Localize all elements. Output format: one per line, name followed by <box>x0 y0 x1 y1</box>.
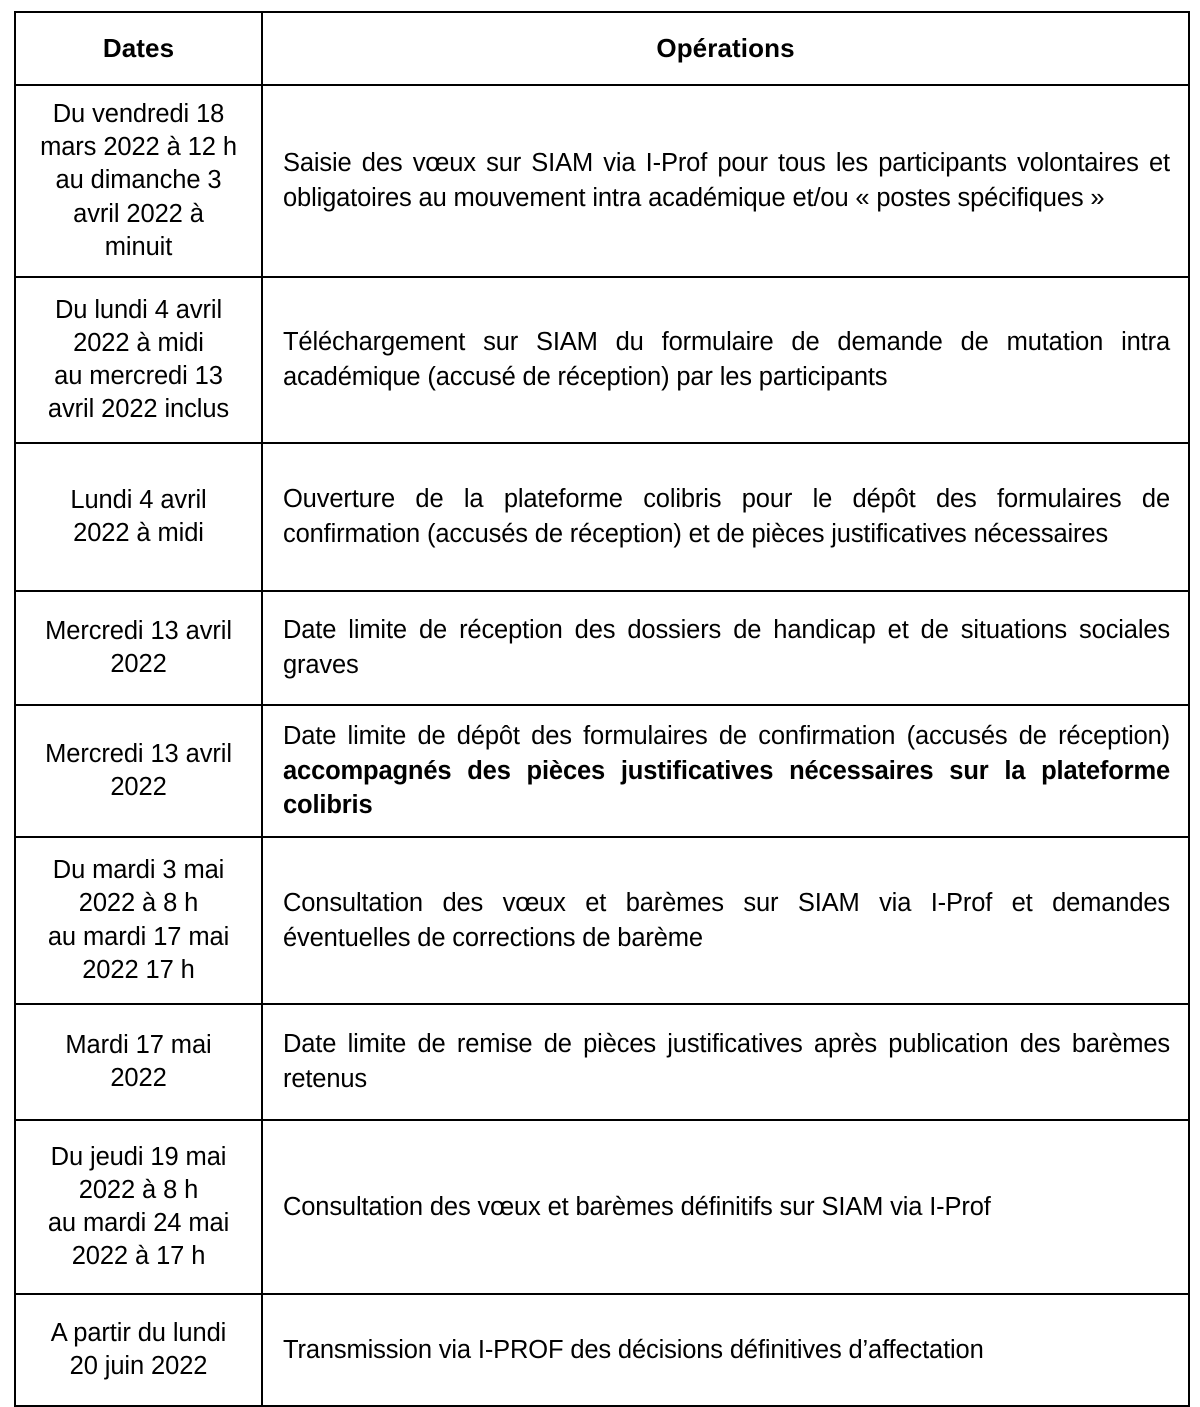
date-line: au mercredi 13 <box>54 362 223 390</box>
table-row <box>15 85 1189 277</box>
cell-date <box>15 705 262 837</box>
date-line: Mercredi 13 avril <box>45 739 232 768</box>
table-row <box>15 591 1189 705</box>
date-line: au dimanche 3 <box>55 166 222 195</box>
date-line: 2022 <box>110 1064 167 1092</box>
date-line: Mardi 17 mai <box>65 1030 212 1059</box>
operation-text: Date limite de remise de pièces justificatives après publication des barèmes retenus <box>283 1030 1170 1093</box>
table-row <box>15 705 1189 837</box>
table-body <box>15 85 1189 1406</box>
table-row <box>15 277 1189 443</box>
cell-operation <box>262 1004 1189 1120</box>
cell-operation <box>262 85 1189 277</box>
date-line: au mardi 24 mai <box>47 1209 230 1237</box>
date-line: 2022 à midi <box>73 519 204 547</box>
date-line: 20 juin 2022 <box>69 1352 208 1380</box>
date-line: 2022 à midi <box>73 328 204 357</box>
date-line: 2022 <box>110 650 167 678</box>
column-header-operations: Opérations <box>262 12 1189 85</box>
cell-date <box>15 591 262 705</box>
date-line: 2022 à 17 h <box>71 1242 206 1271</box>
cell-date <box>15 277 262 443</box>
operation-text: Date limite de réception des dossiers de handicap et de situations sociales graves <box>283 616 1170 679</box>
date-line: A partir du lundi <box>50 1318 227 1347</box>
cell-operation <box>262 443 1189 591</box>
date-line: Mercredi 13 avril <box>45 616 232 645</box>
date-line: mars 2022 à 12 h <box>40 133 237 162</box>
date-line: 2022 17 h <box>82 955 195 984</box>
cell-operation <box>262 837 1189 1004</box>
date-line: Du lundi 4 avril <box>54 295 223 324</box>
table-row <box>15 1120 1189 1294</box>
operation-text: Téléchargement sur SIAM du formulaire de demande de mutation intra académique (accusé de réception) par les participants <box>283 328 1170 391</box>
table-row <box>15 443 1189 591</box>
date-line: Du jeudi 19 mai <box>50 1142 227 1171</box>
cell-operation <box>262 1294 1189 1406</box>
column-header-dates: Dates <box>15 12 262 85</box>
cell-operation <box>262 705 1189 837</box>
schedule-table <box>14 11 1190 1407</box>
date-line: au mardi 17 mai <box>47 922 230 951</box>
date-line: avril 2022 inclus <box>47 395 230 424</box>
operation-text: Consultation des vœux et barèmes définitifs sur SIAM via I-Prof <box>283 1192 991 1221</box>
date-line: minuit <box>104 232 173 261</box>
date-line: 2022 à 8 h <box>78 1175 199 1204</box>
cell-operation <box>262 591 1189 705</box>
cell-date <box>15 85 262 277</box>
operation-text-emphasis: accompagnés des pièces justificatives nécessaires sur la plateforme colibris <box>283 756 1170 820</box>
operation-text: Date limite de dépôt des formulaires de confirmation (accusés de réception) <box>283 721 1170 750</box>
operation-text: Saisie des vœux sur SIAM via I-Prof pour tous les participants volontaires et obligatoires au mouvement intra académique et/ou « postes spécifiques » <box>283 149 1170 212</box>
cell-date <box>15 1120 262 1294</box>
cell-operation <box>262 277 1189 443</box>
table-header <box>15 12 1189 85</box>
cell-date <box>15 1004 262 1120</box>
date-line: Lundi 4 avril <box>70 485 207 514</box>
date-line: Du mardi 3 mai <box>52 856 225 885</box>
date-line: 2022 <box>110 773 167 801</box>
header-row <box>15 12 1189 85</box>
date-line: Du vendredi 18 <box>52 100 225 129</box>
operation-text: Ouverture de la plateforme colibris pour le dépôt des formulaires de confirmation (accusés de réception) et de pièces justificatives nécessaires <box>283 485 1170 548</box>
operation-text: Transmission via I-PROF des décisions définitives d’affectation <box>283 1335 984 1364</box>
operation-text: Consultation des vœux et barèmes sur SIAM via I-Prof et demandes éventuelles de corrections de barème <box>283 888 1170 952</box>
table-row <box>15 1004 1189 1120</box>
cell-operation <box>262 1120 1189 1294</box>
date-line: avril 2022 à <box>73 199 204 228</box>
cell-date <box>15 1294 262 1406</box>
cell-date <box>15 837 262 1004</box>
table-row <box>15 837 1189 1004</box>
table-row <box>15 1294 1189 1406</box>
cell-date <box>15 443 262 591</box>
date-line: 2022 à 8 h <box>78 889 199 918</box>
